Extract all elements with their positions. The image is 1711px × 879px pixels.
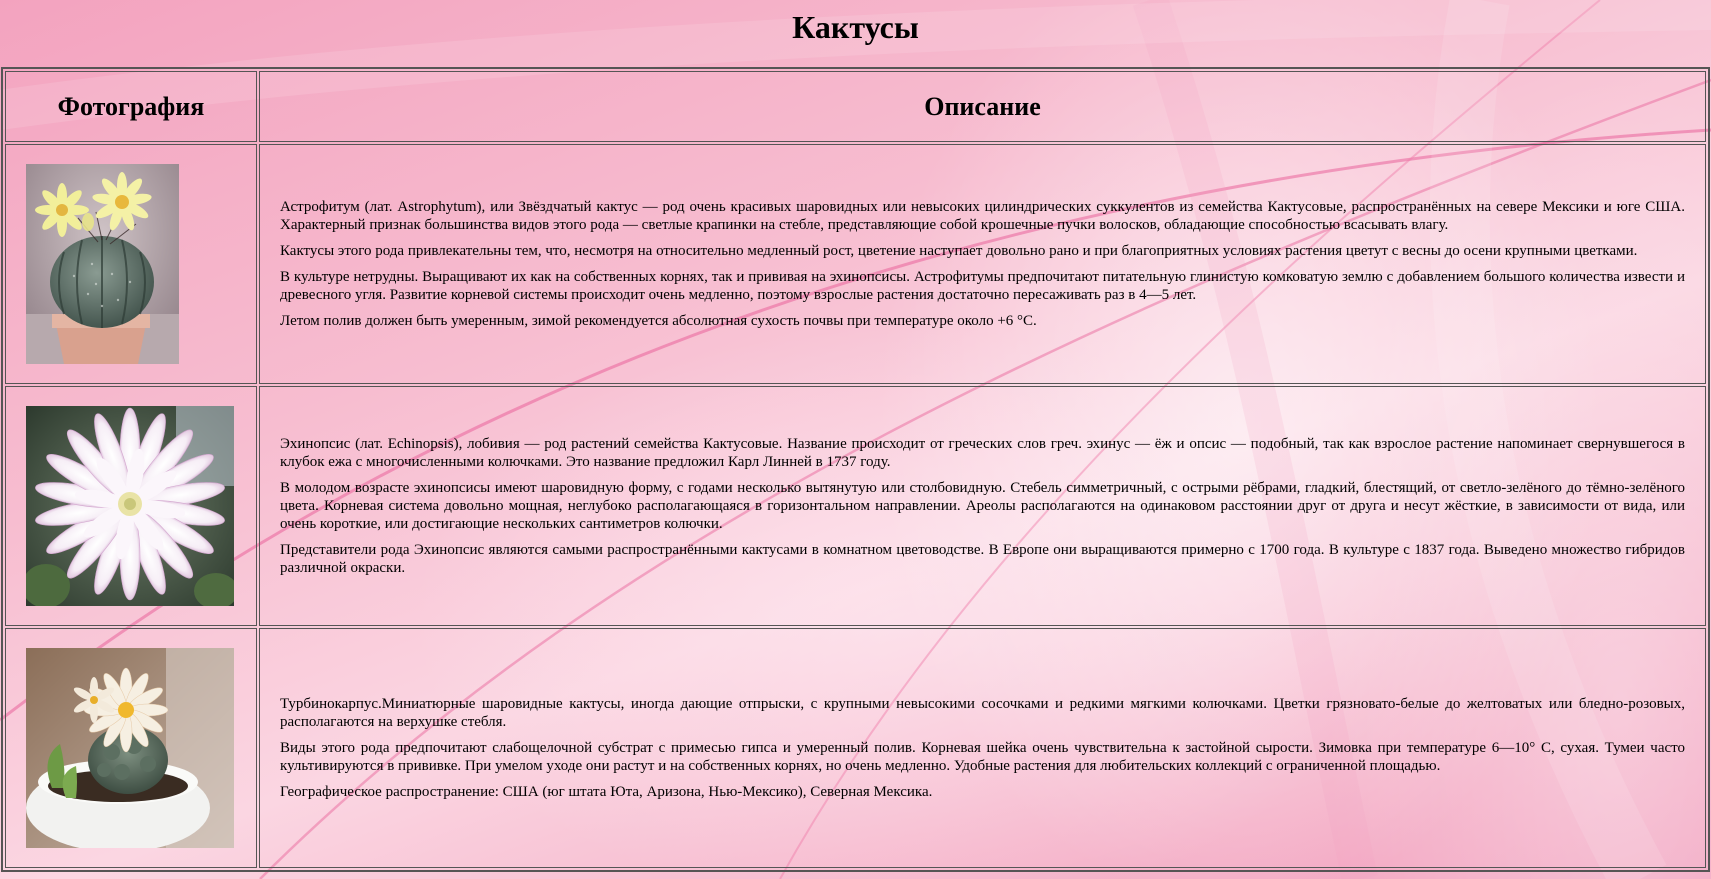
cactus-table <box>1 67 1710 872</box>
photo-cell <box>5 144 257 384</box>
description-paragraph: В культуре нетрудны. Выращивают их как на собственных корнях, так и прививая на эхинопсисы. Астрофитумы предпочитают питательную глинистую комковатую землю с добавлением большого количества извести и древесного угля. Развитие корневой системы происходит очень медленно, поэтому взрослые растения достаточно пересаживать раз в 4—5 лет. <box>280 269 1685 303</box>
table-header-row <box>5 71 1706 142</box>
description-cell <box>259 386 1706 626</box>
table-row <box>5 628 1706 868</box>
table-row <box>5 144 1706 384</box>
photo-cell <box>5 628 257 868</box>
page-title: Кактусы <box>792 9 919 45</box>
echinopsis-photo <box>26 406 234 606</box>
description-paragraph: Представители рода Эхинопсис являются самыми распространёнными кактусами в комнатном цветоводстве. В Европе они выращиваются примерно с 1700 года. В культуре с 1837 года. Выведено множество гибридов различной окраски. <box>280 542 1685 576</box>
description-paragraph: Астрофитум (лат. Astrophytum), или Звёздчатый кактус — род очень красивых шаровидных или невысоких цилиндрических суккулентов из семейства Кактусовые, распространённых на севере Мексики и юге США. Характерный признак большинства видов этого рода — светлые крапинки на стебле, представляющие собой крошечные пучки волосков, обладающие способностью всасывать влагу. <box>280 199 1685 233</box>
description-paragraph: Географическое распространение: США (юг штата Юта, Аризона, Нью-Мексико), Северная Мексика. <box>280 784 933 800</box>
photo-column-header: Фотография <box>5 71 257 142</box>
description-paragraph: Кактусы этого рода привлекательны тем, что, несмотря на относительно медленный рост, цветение наступает довольно рано и при благоприятных условиях растения цветут с весны до осени крупными цветками. <box>280 243 1638 259</box>
turbinicarpus-photo <box>26 648 234 848</box>
table-row <box>5 386 1706 626</box>
description-paragraph: Эхинопсис (лат. Echinopsis), лобивия — род растений семейства Кактусовые. Название происходит от греческих слов греч. эхинус — ёж и опсис — подобный, так как взрослое растение напоминает свернувшегося в клубок ежа с многочисленными колючками. Это название предложил Карл Линней в 1737 году. <box>280 436 1685 470</box>
description-column-header: Описание <box>259 71 1706 142</box>
description-paragraph: В молодом возрасте эхинопсисы имеют шаровидную форму, с годами несколько вытянутую или столбовидную. Стебель симметричный, с острыми рёбрами, гладкий, блестящий, от светло-зелёного до тёмно-зелёного цвета. Корневая система довольно мощная, неглубоко располагающаяся в горизонтальном направлении. Ареолы располагаются на одинаковом расстоянии друг от друга и несут жёсткие, в зависимости от вида, или очень короткие, или достигающие нескольких сантиметров колючки. <box>280 480 1685 532</box>
description-paragraph: Виды этого рода предпочитают слабощелочной субстрат с примесью гипса и умеренный полив. Корневая шейка очень чувствительна к застойной сырости. Зимовка при температуре 6—10° С, сухая. Тумеи часто культивируются в прививке. При умелом уходе они растут и на собственных корнях, но очень медленно. Удобные растения для любительских коллекций с ограниченной площадью. <box>280 740 1685 774</box>
description-paragraph: Турбинокарпус.Миниатюрные шаровидные кактусы, иногда дающие отпрыски, с крупными невысокими сосочками и редкими мягкими колючками. Цветки грязновато-белые до желтоватых или бледно-розовых, располагаются на верхушке стебля. <box>280 696 1685 730</box>
description-cell <box>259 628 1706 868</box>
description-cell <box>259 144 1706 384</box>
photo-cell <box>5 386 257 626</box>
description-paragraph: Летом полив должен быть умеренным, зимой рекомендуется абсолютная сухость почвы при температуре около +6 °С. <box>280 313 1037 329</box>
astrophytum-photo <box>26 164 179 364</box>
